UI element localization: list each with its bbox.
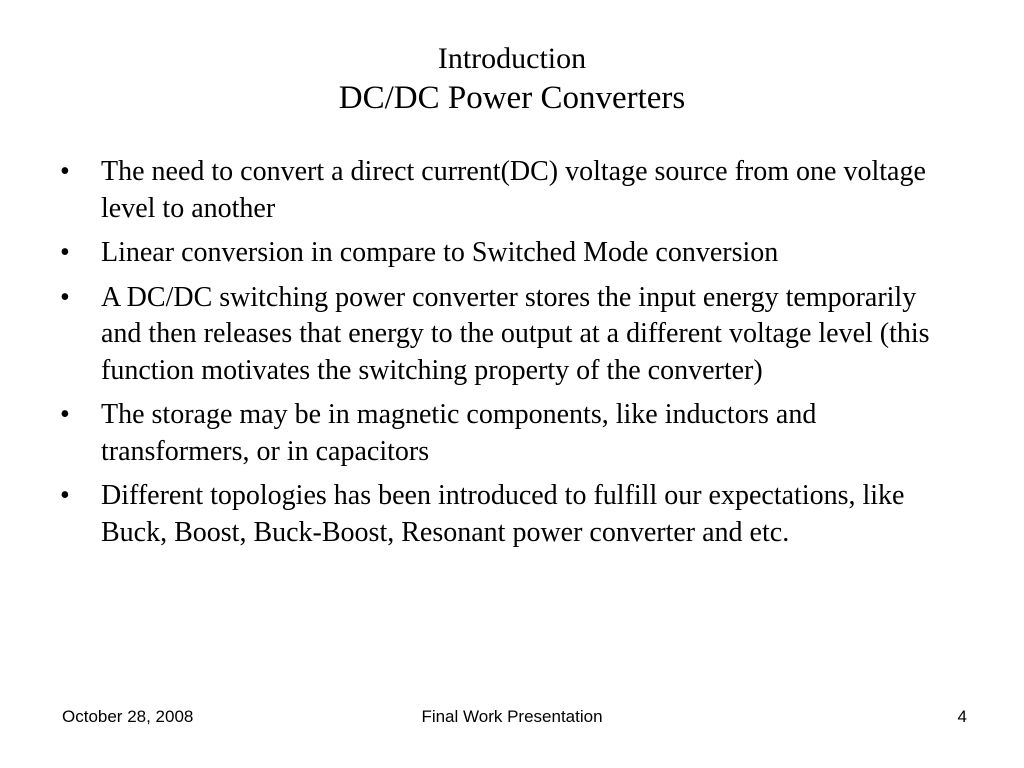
bullet-text: Linear conversion in compare to Switched Mode conversion	[101, 237, 779, 268]
bullet-item	[60, 154, 960, 227]
bullet-text: Different topologies has been introduced to fulfill our expectations, like Buck, Boost, Buck-Boost, Resonant power converter and etc.	[101, 480, 905, 548]
bullet-item	[60, 397, 960, 470]
bullet-text: The need to convert a direct current(DC) voltage source from one voltage level to another	[101, 156, 926, 224]
bullet-marker: •	[60, 237, 70, 268]
footer-title: Final Work Presentation	[421, 707, 603, 726]
bullet-marker: •	[60, 480, 70, 511]
title-line-introduction: Introduction	[437, 42, 587, 75]
bullet-text: The storage may be in magnetic components, like inductors and transformers, or in capacitors	[101, 399, 817, 467]
bullet-item	[60, 478, 960, 551]
footer-date: October 28, 2008	[62, 707, 194, 726]
page-number: 4	[957, 707, 967, 726]
bullet-list	[60, 154, 960, 559]
bullet-marker: •	[60, 399, 70, 430]
bullet-marker: •	[60, 156, 70, 187]
title-line-topic: DC/DC Power Converters	[338, 80, 686, 116]
bullet-marker: •	[60, 281, 70, 313]
bullet-item	[60, 280, 960, 390]
bullet-item	[60, 235, 960, 272]
slide-title	[0, 40, 1024, 118]
bullet-text: A DC/DC switching power converter stores the input energy temporarily and then releases that energy to the output at a different voltage level (this function motivates the switching property of the converter)	[101, 281, 930, 386]
